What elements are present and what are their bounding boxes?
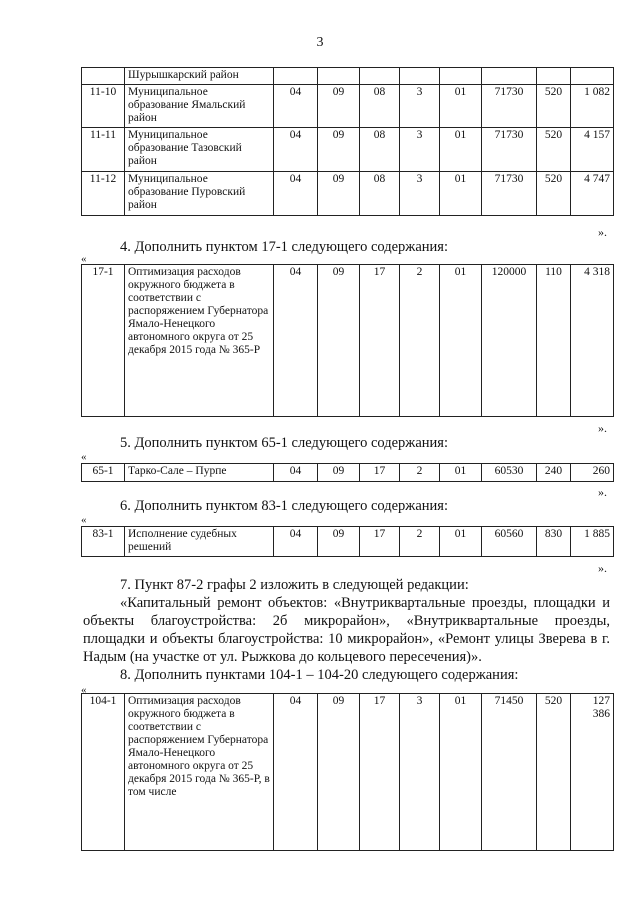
opening-quote: « [81,514,87,526]
table-row [82,68,614,85]
table-104-1 [81,693,614,851]
row-name: Тарко-Сале – Пурпе [125,464,274,482]
page-number: 3 [316,35,324,50]
table-row: 11-11 Муниципальное образование Тазовский район 04 09 08 3 01 71730 520 4 157 [82,128,614,172]
table-top [81,67,614,216]
row-name: Муниципальное образование Ямальский район [125,85,274,128]
opening-quote: « [81,253,87,265]
closing-quote: ». [598,485,607,499]
table-17-1 [81,264,614,417]
row-name: Муниципальное образование Тазовский район [125,128,274,172]
closing-quote: ». [598,561,607,575]
section-6-heading: 6. Дополнить пунктом 83-1 следующего содержания: [120,498,448,514]
row-name: Исполнение судебных решений [125,527,274,557]
table-83-1 [81,526,614,557]
opening-quote: « [81,451,87,463]
row-name: Муниципальное образование Пуровский район [125,172,274,216]
section-7-heading: 7. Пункт 87-2 графы 2 изложить в следующей редакции: [120,577,469,593]
section-5-heading: 5. Дополнить пунктом 65-1 следующего содержания: [120,435,448,451]
table-row: 11-12 Муниципальное образование Пуровский район 04 09 08 3 01 71730 520 4 747 [82,172,614,216]
row-name: Шурышкарский район [125,68,274,85]
section-8-heading: 8. Дополнить пунктами 104-1 – 104-20 следующего содержания: [120,667,519,683]
table-65-1 [81,463,614,482]
section-7-body: «Капитальный ремонт объектов: «Внутриквартальные проезды, площадки и объекты благоустройства: 2б микрорайон», «Внутриквартальные проезды, площадки и объекты благоустройства: 10 микрорайон», «Ремонт улицы Зверева в г. Надым (на участке от ул. Рыжкова до кольцевого пересечения)». [83,595,610,665]
section-4-heading: 4. Дополнить пунктом 17-1 следующего содержания: [120,239,448,255]
row-name: Оптимизация расходов окружного бюджета в соответствии с распоряжением Губернатора Ямало-Ненецкого автономного округа от 25 декабря 2015 года № 365-Р, в том числе [125,694,274,851]
table-row: 104-1 Оптимизация расходов окружного бюджета в соответствии с распоряжением Губернатора Ямало-Ненецкого автономного округа от 25 декабря 2015 года № 365-Р, в том числе 04 09 17 3 01 71450 520 127 386 [82,694,614,851]
table-row: 11-10 Муниципальное образование Ямальский район 04 09 08 3 01 71730 520 1 082 [82,85,614,128]
closing-quote: ». [598,421,607,435]
closing-quote: ». [598,225,607,239]
table-row: 83-1 Исполнение судебных решений 04 09 17 2 01 60560 830 1 885 [82,527,614,557]
table-row: 17-1 Оптимизация расходов окружного бюджета в соответствии с распоряжением Губернатора Ямало-Ненецкого автономного округа от 25 декабря 2015 года № 365-Р 04 09 17 2 01 120000 110 4 318 [82,265,614,417]
opening-quote: « [81,684,87,696]
table-row: 65-1 Тарко-Сале – Пурпе 04 09 17 2 01 60530 240 260 [82,464,614,482]
row-name: Оптимизация расходов окружного бюджета в соответствии с распоряжением Губернатора Ямало-Ненецкого автономного округа от 25 декабря 2015 года № 365-Р [125,265,274,417]
